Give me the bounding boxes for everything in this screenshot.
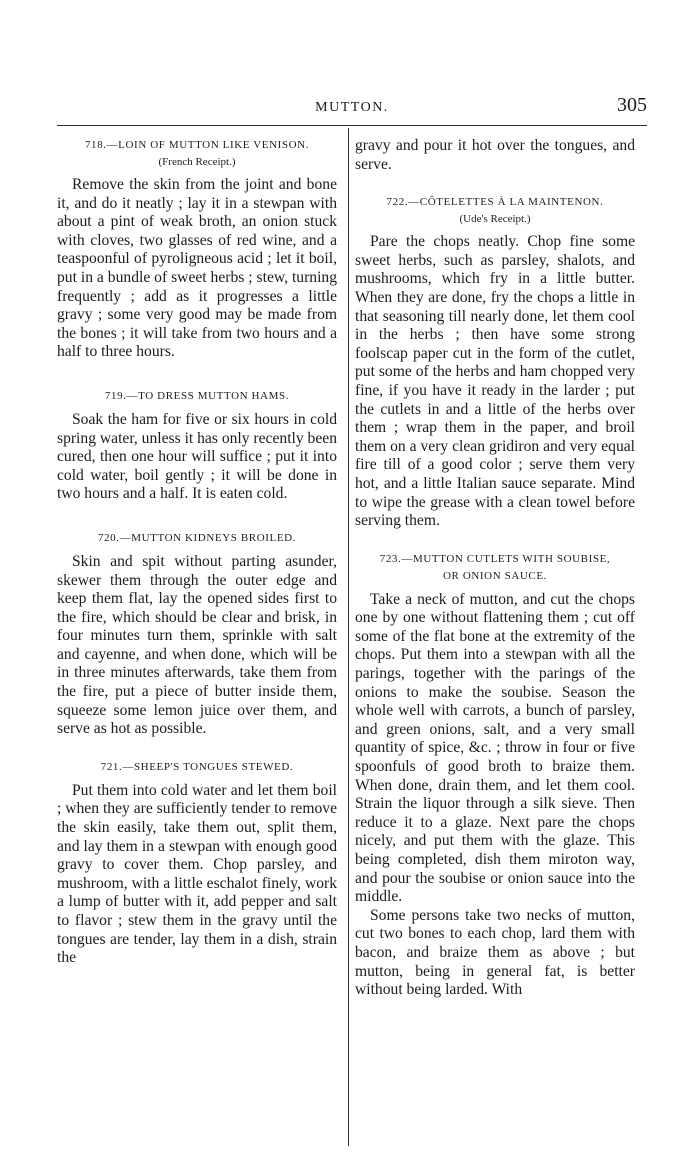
running-title: MUTTON. — [315, 100, 389, 115]
page-number: 305 — [617, 94, 647, 116]
recipe-720 — [57, 530, 337, 739]
recipe-body: Skin and spit without parting asunder, skewer them through the outer edge and keep them flat, lay the opened sides first to the fire, which should be clear and brisk, in four minutes turn them, sprinkle with salt and cayenne, and when done, which will be in three minutes afterwards, take them from the fire, put a piece of butter inside them, squeeze some lemon juice over them, and serve as hot as possible. — [57, 552, 337, 738]
recipe-heading-line1: 723.—MUTTON CUTLETS WITH SOUBISE, — [379, 552, 611, 565]
recipe-subheading: (French Receipt.) — [158, 156, 236, 168]
recipe-body: Take a neck of mutton, and cut the chops one by one without flattening them ; cut off some of the flat bone at the extremity of the chops. Put them into a stewpan with all the parings, together with the parings of the onions to make the soubise. Season the whole well with carrots, a bunch of parsley, and green onions, salt, and a very small quantity of spice, &c. ; throw in four or five spoonfuls of good broth to braize them. When done, drain them, and let them cool. Strain the liquor through a silk sieve. Then reduce it to a glaze. Next pare the chops nicely, and put them with the glaze. This being completed, dish them miroton way, and pour the soubise or onion sauce into the middle. — [355, 590, 635, 906]
recipe-subheading: (Ude's Receipt.) — [459, 213, 531, 226]
recipe-heading: 722.—CÔTELETTES À LA MAINTENON. — [386, 196, 604, 209]
recipe-heading: 718.—LOIN OF MUTTON LIKE VENISON. — [84, 139, 310, 151]
recipe-723 — [355, 551, 635, 1000]
recipe-heading-line2: OR ONION SAUCE. — [442, 569, 548, 582]
page-header — [57, 94, 647, 122]
right-column — [355, 137, 635, 1000]
recipe-719 — [57, 388, 337, 504]
recipe-721-continued — [355, 137, 635, 174]
left-column — [57, 137, 337, 968]
recipe-heading: 719.—TO DRESS MUTTON HAMS. — [104, 389, 290, 402]
recipe-heading: 720.—MUTTON KIDNEYS BROILED. — [97, 531, 297, 544]
recipe-body: Pare the chops neatly. Chop fine some sweet herbs, such as parsley, shalots, and mushrooms, which fry in a little butter. When they are done, fry the chops a little in that seasoning till nearly done, let them cool in the herbs ; then have some strong foolscap paper cut in the form of the cutlet, put some of the herbs and ham chopped very fine, if you have it ready in the larder ; put the cutlets in and a little of the herbs over them ; wrap them in the paper, and broil them on a very clean gridiron and very equal fire till of a good color ; serve them very hot, and a little Italian sauce separate. Mind to wipe the grease with a clean towel before serving them. — [355, 233, 635, 530]
recipe-body-continued: Some persons take two necks of mutton, cut two bones to each chop, lard them with bacon, and braize them as above ; but mutton, being in general fat, is better without being larded. With — [355, 906, 635, 999]
column-divider — [348, 128, 349, 1146]
recipe-body: Remove the skin from the joint and bone it, and do it neatly ; lay it in a stewpan with about a pint of weak broth, an onion stuck with cloves, two glasses of red wine, and a teaspoonful of pyroligneous acid ; let it boil, put in a bundle of sweet herbs ; stew, turning frequently ; add as it progresses a little gravy ; some very good may be made from the bones ; it will take from two hours and a half to three hours. — [57, 176, 337, 361]
recipe-721 — [57, 759, 337, 968]
recipe-heading: 721.—SHEEP'S TONGUES STEWED. — [100, 760, 294, 773]
header-rule — [57, 125, 647, 126]
recipe-body: Put them into cold water and let them boil ; when they are sufficiently tender to remove the skin easily, take them out, split them, and lay them in a stewpan with enough good gravy to cover them. Chop parsley, and mushroom, with a little eschalot finely, work a lump of butter with it, add pepper and salt to flavor ; stew them in the gravy until the tongues are tender, lay them in a dish, strain the — [57, 781, 337, 967]
recipe-718 — [57, 137, 337, 362]
recipe-722 — [355, 194, 635, 531]
recipe-body: Soak the ham for five or six hours in cold spring water, unless it has only recently been cured, then one hour will suffice ; put it into cold water, boil gently ; it will be done in two hours and a half. It is eaten cold. — [57, 410, 337, 503]
recipe-body: gravy and pour it hot over the tongues, and serve. — [355, 137, 635, 173]
